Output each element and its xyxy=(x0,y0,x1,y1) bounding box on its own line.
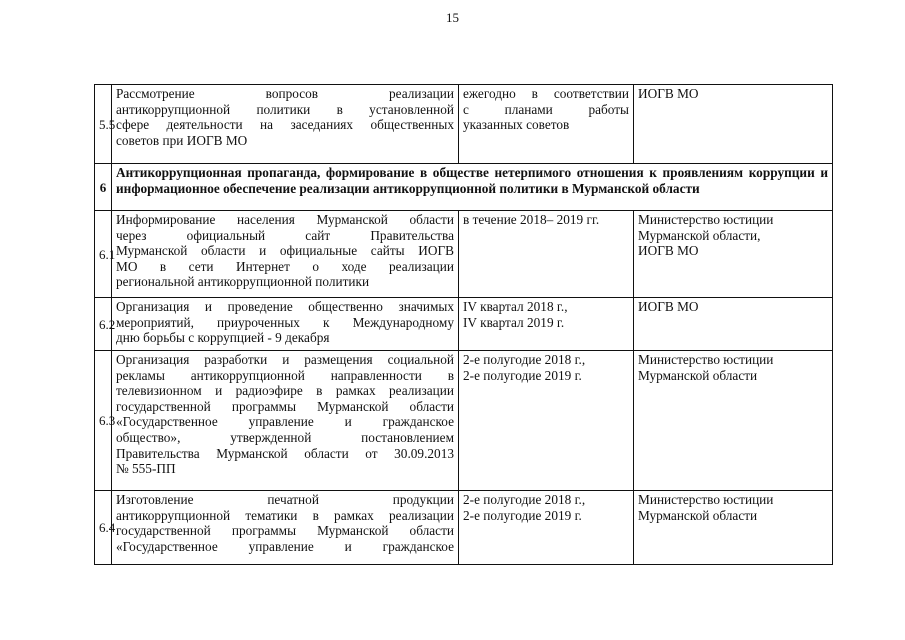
section-number: 6 xyxy=(95,164,112,211)
measure-description: Организация и проведение общественно значимых мероприятий, приуроченных к Международному дню борьбы с коррупцией - 9 декабря xyxy=(112,298,459,351)
page-number: 15 xyxy=(446,10,459,25)
table-row xyxy=(95,211,833,298)
section-row xyxy=(95,164,833,211)
table-row xyxy=(95,351,833,491)
measure-description: Информирование населения Мурманской области через официальный сайт Правительства Мурманской области и официальные сайты ИОГВ МО в сети Интернет о ходе реализации региональной антикоррупционной политики xyxy=(112,211,459,298)
responsible: ИОГВ МО xyxy=(634,298,833,351)
responsible: Министерство юстиции Мурманской области xyxy=(634,351,833,491)
row-number: 6.1 xyxy=(95,211,112,298)
measure-term: 2-е полугодие 2018 г., 2-е полугодие 2019 г. xyxy=(459,351,634,491)
measure-description: Изготовление печатной продукции антикоррупционной тематики в рамках реализации государственной программы Мурманской области «Государственное управление и гражданское xyxy=(112,491,459,565)
measure-term: ежегодно в соответствии с планами работы указанных советов xyxy=(459,85,634,164)
row-number: 6.4 xyxy=(95,491,112,565)
table-row xyxy=(95,491,833,565)
row-number: 5.5 xyxy=(95,85,112,164)
measure-term: IV квартал 2018 г., IV квартал 2019 г. xyxy=(459,298,634,351)
responsible: Министерство юстиции Мурманской области, ИОГВ МО xyxy=(634,211,833,298)
measure-description: Рассмотрение вопросов реализации антикоррупционной политики в установленной сфере деятельности на заседаниях общественных советов при ИОГВ МО xyxy=(112,85,459,164)
row-number: 6.2 xyxy=(95,298,112,351)
measure-description: Организация разработки и размещения социальной рекламы антикоррупционной направленности в телевизионном и радиоэфире в рамках реализации государственной программы Мурманской области «Государственное управление и гражданское общество», утвержденной постановлением Правительства Мурманской области от 30.09.2013 № 555-ПП xyxy=(112,351,459,491)
action-plan-table xyxy=(94,84,833,565)
responsible: ИОГВ МО xyxy=(634,85,833,164)
measure-term: в течение 2018– 2019 гг. xyxy=(459,211,634,298)
table-row xyxy=(95,298,833,351)
responsible: Министерство юстиции Мурманской области xyxy=(634,491,833,565)
section-title: Антикоррупционная пропаганда, формирование в обществе нетерпимого отношения к проявлениям коррупции и информационное обеспечение реализации антикоррупционной политики в Мурманской области xyxy=(112,164,833,211)
measure-term: 2-е полугодие 2018 г., 2-е полугодие 2019 г. xyxy=(459,491,634,565)
row-number: 6.3 xyxy=(95,351,112,491)
table-row xyxy=(95,85,833,164)
